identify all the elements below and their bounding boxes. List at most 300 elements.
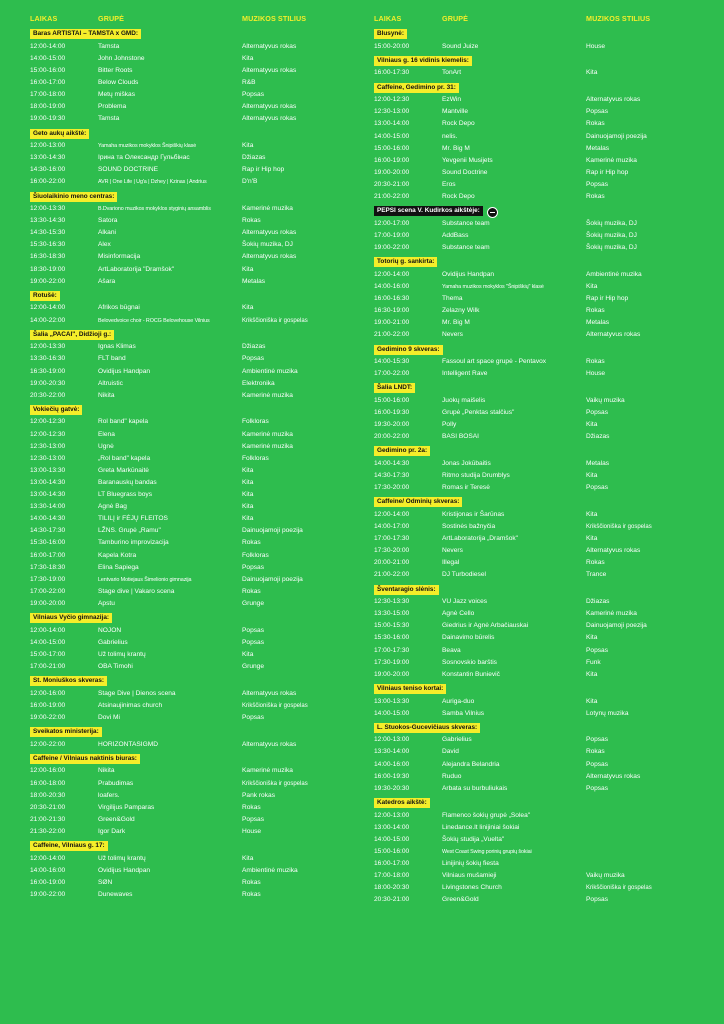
- performer-name: Thema: [442, 294, 463, 302]
- performer-name: Ritmo studija Drumblys: [442, 472, 510, 480]
- schedule-row: [374, 870, 714, 882]
- music-style: Pank rokas: [242, 791, 275, 799]
- schedule-row: [30, 378, 370, 390]
- schedule-row: [30, 661, 370, 673]
- schedule-row: [374, 143, 714, 155]
- performer-name: Nikita: [98, 767, 115, 775]
- schedule-row: [30, 550, 370, 562]
- venue-title: Vilniaus g. 16 vidinis kiemelis:: [374, 56, 472, 66]
- music-style: Kamerinė muzika: [242, 442, 293, 450]
- schedule-row: [374, 230, 714, 242]
- time-slot: 14:30-17:30: [30, 527, 66, 535]
- performer-name: Prabudimas: [98, 779, 134, 787]
- time-slot: 15:00-20:00: [374, 42, 410, 50]
- schedule-row: [374, 645, 714, 657]
- performer-name: Linedance.lt linijiniai šokiai: [442, 823, 520, 831]
- schedule-row: [374, 882, 714, 894]
- schedule-row: [30, 164, 370, 176]
- schedule-row: [374, 834, 714, 846]
- schedule-row: [374, 242, 714, 254]
- time-slot: 12:00-16:00: [30, 767, 66, 775]
- time-slot: 14:00-15:00: [30, 54, 66, 62]
- music-style: Folkloras: [242, 454, 269, 462]
- venue-section: [374, 345, 714, 381]
- performer-name: Rock Depo: [442, 120, 475, 128]
- venue-section: [30, 613, 370, 673]
- music-style: R&B: [242, 78, 256, 86]
- time-slot: 13:30-15:00: [374, 610, 410, 618]
- header-style: MUZIKOS STILIUS: [242, 14, 307, 23]
- schedule-row: [30, 625, 370, 637]
- music-style: Rokas: [586, 193, 605, 200]
- performer-name: loafers.: [98, 791, 120, 799]
- schedule-row: [374, 106, 714, 118]
- performer-name: HORIZONTASIGMD: [98, 740, 158, 748]
- time-slot: 17:30-18:30: [30, 563, 66, 571]
- schedule-row: [30, 341, 370, 353]
- time-slot: 15:00-17:00: [30, 650, 66, 658]
- music-style: Rokas: [586, 120, 605, 128]
- venue-title: St. Moniuškos skveras:: [30, 676, 107, 686]
- schedule-row: [374, 356, 714, 368]
- performer-name: Dainavimo būrelis: [442, 634, 495, 642]
- performer-name: „Rol band" kapela: [98, 454, 151, 462]
- music-style: Popsas: [586, 760, 608, 768]
- music-style: Šokių muzika, DJ: [586, 243, 637, 251]
- time-slot: 14:00-16:00: [374, 282, 410, 290]
- time-slot: 17:00-22:00: [30, 587, 66, 595]
- time-slot: 12:30-13:00: [30, 442, 66, 450]
- performer-name: ArtLaboratorija "Dramšok": [98, 265, 175, 273]
- time-slot: 21:00-22:00: [374, 571, 410, 579]
- performer-name: DJ Turbodiesel: [442, 571, 486, 579]
- music-style: Kita: [242, 304, 254, 312]
- music-style: House: [586, 42, 606, 50]
- schedule-row: [30, 77, 370, 89]
- music-style: Šokių muzika, DJ: [586, 231, 637, 239]
- performer-name: David: [442, 748, 459, 756]
- music-style: Džiazas: [242, 154, 266, 162]
- venue-title: PEPSI scena V. Kudirkos aikštėje:: [374, 206, 483, 216]
- schedule-row: [30, 688, 370, 700]
- schedule-row: [30, 41, 370, 53]
- music-style: Kita: [586, 472, 598, 480]
- time-slot: 16:00-17:00: [374, 859, 410, 867]
- venue-heading: [374, 684, 714, 696]
- venue-section: [374, 497, 714, 581]
- time-slot: 19:30-20:30: [374, 784, 410, 792]
- performer-name: Agnė Cello: [442, 610, 475, 618]
- schedule-row: [374, 696, 714, 708]
- music-style: Kita: [242, 650, 254, 658]
- venue-title: Šalia LNDT:: [374, 383, 415, 393]
- music-style: Grunge: [242, 662, 264, 670]
- performer-name: Už tolimų krantų: [98, 854, 146, 862]
- schedule-row: [374, 557, 714, 569]
- schedule-row: [30, 477, 370, 489]
- header-time: LAIKAS: [374, 14, 402, 23]
- time-slot: 19:30-20:00: [374, 421, 410, 429]
- music-style: Rokas: [242, 803, 261, 811]
- music-style: Vaikų muzika: [586, 396, 625, 404]
- performer-name: Yamaha muzikos mokyklos Šnipiškių klasė: [98, 143, 197, 150]
- time-slot: 14:30-16:00: [30, 166, 66, 174]
- performer-name: Green&Gold: [442, 896, 479, 904]
- time-slot: 19:00-21:00: [374, 319, 410, 327]
- venue-section: [30, 405, 370, 610]
- music-style: Folkloras: [242, 551, 269, 559]
- time-slot: 16:00-19:00: [30, 701, 66, 709]
- pepsi-logo-icon: [487, 207, 498, 218]
- time-slot: 12:00-12:30: [374, 96, 410, 104]
- time-slot: 16:30-19:00: [374, 307, 410, 315]
- time-slot: 20:00-22:00: [374, 433, 410, 441]
- music-style: Alternatyvus rokas: [586, 772, 641, 780]
- schedule-row: [374, 783, 714, 795]
- time-slot: 14:00-16:00: [30, 866, 66, 874]
- venue-heading: [30, 291, 370, 303]
- time-slot: 19:00-19:30: [30, 115, 66, 123]
- schedule-row: [374, 368, 714, 380]
- schedule-row: [374, 407, 714, 419]
- column-header: [374, 14, 714, 26]
- time-slot: 17:00-18:00: [30, 91, 66, 99]
- music-style: Popsas: [242, 713, 264, 721]
- performer-name: Ovidijus Handpan: [442, 270, 495, 278]
- performer-name: NOJON: [98, 626, 122, 634]
- music-style: Popsas: [242, 91, 264, 99]
- time-slot: 17:30-20:00: [374, 484, 410, 492]
- schedule-row: [30, 276, 370, 288]
- performer-name: Alex: [98, 241, 111, 249]
- music-style: Alternatyvus rokas: [242, 66, 297, 74]
- music-style: House: [242, 827, 262, 835]
- music-style: Kita: [586, 421, 598, 429]
- music-style: Alternatyvus rokas: [242, 689, 297, 697]
- venue-title: Vilniaus teniso kortai:: [374, 684, 446, 694]
- venue-section: [374, 83, 714, 203]
- music-style: Ambientinė muzika: [242, 866, 298, 874]
- music-style: Kamerinė muzika: [242, 391, 293, 399]
- performer-name: Giedrius ir Agnė Arbačiauskai: [442, 622, 529, 630]
- music-style: Dainuojamoji poezija: [242, 575, 303, 583]
- performer-name: Ovidijus Handpan: [98, 866, 151, 874]
- time-slot: 18:00-20:30: [30, 791, 66, 799]
- schedule-row: [374, 293, 714, 305]
- schedule-row: [374, 545, 714, 557]
- schedule-row: [30, 203, 370, 215]
- time-slot: 16:00-17:00: [30, 78, 66, 86]
- music-style: Popsas: [242, 815, 264, 823]
- schedule-row: [30, 113, 370, 125]
- time-slot: 12:30-13:00: [374, 108, 410, 116]
- performer-name: ArtLaboratorija „Dramšok": [442, 535, 518, 543]
- performer-name: Satora: [98, 217, 118, 225]
- time-slot: 19:00-20:00: [30, 599, 66, 607]
- schedule-row: [374, 305, 714, 317]
- performer-name: Agnė Bag: [98, 503, 127, 511]
- performer-name: Kapela Kotra: [98, 551, 137, 559]
- schedule-row: [374, 41, 714, 53]
- performer-name: Ašara: [98, 277, 116, 285]
- venue-heading: [374, 206, 714, 218]
- venue-section: [374, 383, 714, 443]
- music-style: Funk: [586, 658, 601, 666]
- time-slot: 13:00-14:00: [374, 120, 410, 128]
- schedule-row: [30, 53, 370, 65]
- performer-name: Greta Markūnaitė: [98, 466, 149, 474]
- performer-name: Alkani: [98, 229, 116, 237]
- schedule-row: [374, 669, 714, 681]
- music-style: Kita: [242, 854, 254, 862]
- music-style: Rokas: [586, 748, 605, 756]
- time-slot: 16:00-19:00: [30, 878, 66, 886]
- schedule-row: [374, 509, 714, 521]
- performer-name: Livingstones Church: [442, 884, 502, 892]
- performer-name: Šokių studija „Vuelta": [442, 835, 505, 843]
- music-style: Popsas: [586, 784, 608, 792]
- time-slot: 21:30-22:00: [30, 827, 66, 835]
- venue-heading: [374, 29, 714, 41]
- performer-name: Tamsta: [98, 42, 120, 50]
- music-style: Popsas: [242, 626, 264, 634]
- schedule-row: [30, 227, 370, 239]
- music-style: Popsas: [586, 108, 608, 116]
- schedule-row: [30, 65, 370, 77]
- schedule-row: [30, 465, 370, 477]
- venue-heading: [30, 676, 370, 688]
- performer-name: Tamsta: [98, 115, 120, 123]
- time-slot: 16:00-22:00: [30, 178, 66, 186]
- music-style: Kita: [586, 69, 598, 77]
- music-style: House: [586, 370, 606, 378]
- schedule-row: [30, 239, 370, 251]
- performer-name: Juokų maišelis: [442, 396, 486, 404]
- time-slot: 19:00-22:00: [374, 243, 410, 251]
- music-style: Kita: [586, 535, 598, 543]
- music-style: Vaikų muzika: [586, 872, 625, 879]
- schedule-row: [30, 790, 370, 802]
- schedule-row: [374, 846, 714, 858]
- schedule-row: [30, 501, 370, 513]
- music-style: Kita: [242, 142, 254, 150]
- time-slot: 12:00-14:00: [30, 626, 66, 634]
- venue-title: Šventaragio slėnis:: [374, 585, 439, 595]
- time-slot: 20:00-21:00: [374, 559, 410, 567]
- schedule-row: [374, 632, 714, 644]
- music-style: Kita: [586, 670, 598, 678]
- schedule-row: [374, 470, 714, 482]
- time-slot: 12:00-14:00: [30, 304, 66, 312]
- time-slot: 12:30-13:30: [374, 598, 410, 606]
- venue-section: [374, 684, 714, 720]
- schedule-row: [30, 739, 370, 751]
- time-slot: 17:00-21:00: [30, 662, 66, 670]
- performer-name: Grupė „Penktas stalčius": [442, 408, 515, 416]
- time-slot: 20:30-21:00: [374, 896, 410, 904]
- performer-name: Kristijonas ir Šarūnas: [442, 510, 505, 518]
- schedule-row: [374, 94, 714, 106]
- time-slot: 14:30-17:30: [374, 472, 410, 480]
- schedule-row: [374, 521, 714, 533]
- venue-title: Blusynė:: [374, 29, 407, 39]
- music-style: Alternatyvus rokas: [242, 253, 297, 261]
- venue-heading: [30, 613, 370, 625]
- performer-name: AddBass: [442, 231, 469, 239]
- time-slot: 12:00-13:30: [30, 205, 66, 213]
- schedule-row: [30, 140, 370, 152]
- performer-name: Igor Dark: [98, 827, 126, 835]
- performer-name: Elina Sapiega: [98, 563, 139, 571]
- performer-name: Auriga-duo: [442, 697, 475, 705]
- music-style: Kita: [586, 697, 598, 705]
- header-style: MUZIKOS STILIUS: [586, 14, 651, 23]
- music-style: Kita: [242, 491, 254, 499]
- schedule-row: [30, 877, 370, 889]
- schedule-row: [374, 458, 714, 470]
- time-slot: 14:00-15:00: [374, 835, 410, 843]
- venue-section: [30, 727, 370, 751]
- time-slot: 15:30-16:30: [30, 241, 66, 249]
- performer-name: Flamenco šokių grupė „Solea": [442, 811, 531, 819]
- music-style: Rap ir Hip hop: [586, 294, 629, 302]
- performer-name: B.Dvariono muzikos mokyklos styginių ansamblis: [98, 206, 211, 213]
- time-slot: 20:30-21:00: [374, 180, 410, 188]
- performer-name: Altruistic: [98, 379, 123, 387]
- music-style: Alternatyvus rokas: [242, 103, 297, 111]
- performer-name: Samba Vilnius: [442, 709, 485, 717]
- schedule-row: [30, 441, 370, 453]
- performer-name: SOUND DOCTRINE: [98, 166, 159, 174]
- schedule-row: [30, 513, 370, 525]
- schedule-row: [30, 453, 370, 465]
- venue-heading: [30, 129, 370, 141]
- time-slot: 16:00-19:30: [374, 772, 410, 780]
- time-slot: 12:00-13:00: [30, 142, 66, 150]
- music-style: Grunge: [242, 599, 264, 607]
- schedule-row: [30, 101, 370, 113]
- schedule-row: [30, 429, 370, 441]
- performer-name: Substance team: [442, 219, 490, 227]
- venue-title: Šiuolaikinio meno centras:: [30, 192, 117, 202]
- performer-name: Arbata su burbuliukais: [442, 784, 508, 792]
- performer-name: Mr. Big M: [442, 144, 470, 152]
- music-style: D'n'B: [242, 178, 258, 186]
- venue-title: L. Stuokos-Gucevičiaus skveras:: [374, 723, 480, 733]
- schedule-row: [374, 620, 714, 632]
- schedule-column-left: [30, 14, 370, 901]
- time-slot: 12:00-14:00: [374, 510, 410, 518]
- time-slot: 14:00-17:00: [374, 523, 410, 530]
- time-slot: 14:00-15:00: [30, 638, 66, 646]
- schedule-row: [30, 315, 370, 327]
- performer-name: Problema: [98, 103, 127, 111]
- venue-section: [30, 841, 370, 901]
- schedule-row: [30, 176, 370, 188]
- music-style: Ambientinė muzika: [242, 367, 298, 375]
- schedule-row: [30, 802, 370, 814]
- time-slot: 13:00-14:30: [30, 491, 66, 499]
- time-slot: 15:30-16:00: [30, 539, 66, 547]
- header-group: GRUPĖ: [442, 14, 469, 23]
- time-slot: 12:00-13:00: [374, 736, 410, 744]
- performer-name: Nikita: [98, 391, 115, 399]
- venue-section: [374, 29, 714, 53]
- music-style: Popsas: [242, 563, 264, 571]
- performer-name: TILILĮ ir FĖJŲ FLEITOS: [98, 515, 168, 523]
- time-slot: 17:30-19:00: [374, 658, 410, 666]
- venue-title: Caffeine, Vilniaus g. 17:: [30, 841, 108, 851]
- venue-list: [374, 29, 714, 906]
- schedule-row: [374, 317, 714, 329]
- performer-name: Jonas Jokūbaitis: [442, 459, 491, 467]
- performer-name: Stage dive | Vakaro scena: [98, 587, 175, 595]
- schedule-row: [30, 215, 370, 227]
- music-style: Kita: [586, 510, 598, 518]
- schedule-row: [374, 395, 714, 407]
- time-slot: 13:00-14:00: [374, 823, 410, 831]
- music-style: Popsas: [242, 638, 264, 646]
- schedule-row: [30, 562, 370, 574]
- time-slot: 15:00-16:00: [374, 144, 410, 152]
- time-slot: 17:00-18:00: [374, 872, 410, 879]
- performer-name: BASI BOSAI: [442, 433, 480, 441]
- performer-name: Virgilijus Pamparas: [98, 803, 155, 811]
- performer-name: Apstu: [98, 599, 115, 607]
- time-slot: 18:00-20:30: [374, 884, 410, 892]
- music-style: Alternatyvus rokas: [586, 331, 641, 339]
- music-style: Rokas: [242, 891, 261, 898]
- music-style: Krikščioniška ir gospelas: [242, 702, 308, 709]
- schedule-column-right: [374, 14, 714, 906]
- performer-name: Eros: [442, 180, 456, 188]
- venue-heading: [30, 841, 370, 853]
- music-style: Popsas: [586, 180, 608, 188]
- venue-title: Geto aukų aikštė:: [30, 129, 89, 139]
- time-slot: 14:00-14:30: [30, 515, 66, 523]
- time-slot: 14:00-15:00: [374, 132, 410, 140]
- schedule-row: [374, 431, 714, 443]
- schedule-row: [30, 586, 370, 598]
- schedule-row: [374, 822, 714, 834]
- time-slot: 12:00-16:00: [30, 689, 66, 697]
- time-slot: 14:00-22:00: [30, 316, 66, 324]
- venue-heading: [30, 754, 370, 766]
- venue-heading: [30, 330, 370, 342]
- performer-name: VU Jazz voices: [442, 598, 488, 606]
- time-slot: 13:30-14:00: [374, 748, 410, 756]
- time-slot: 13:30-14:00: [30, 503, 66, 511]
- music-style: Dainuojamoji poezija: [586, 622, 647, 630]
- time-slot: 13:00-14:30: [30, 478, 66, 486]
- performer-name: Nevers: [442, 547, 463, 555]
- schedule-row: [374, 482, 714, 494]
- time-slot: 12:00-12:30: [30, 418, 66, 426]
- time-slot: 16:30-19:00: [30, 367, 66, 375]
- performer-name: Mantville: [442, 108, 469, 116]
- music-style: Rokas: [586, 307, 605, 315]
- schedule-row: [374, 155, 714, 167]
- music-style: Popsas: [586, 736, 608, 744]
- time-slot: 19:00-20:30: [30, 379, 66, 387]
- performer-name: Illegal: [442, 559, 460, 567]
- venue-title: Caffeine / Vilniaus naktinis biuras:: [30, 754, 140, 764]
- venue-heading: [30, 727, 370, 739]
- time-slot: 12:00-13:30: [30, 343, 66, 351]
- schedule-row: [30, 525, 370, 537]
- music-style: Džiazas: [586, 598, 610, 606]
- time-slot: 12:00-13:00: [374, 811, 410, 819]
